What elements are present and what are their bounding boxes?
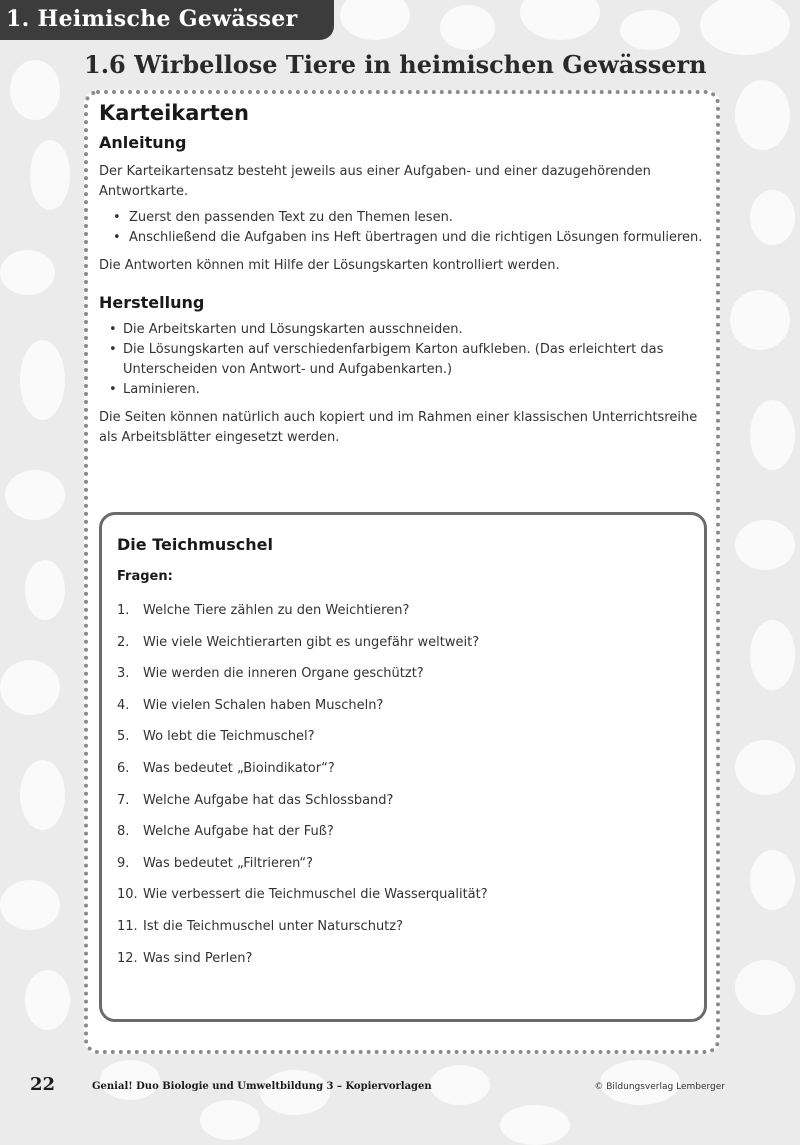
question-text: Was bedeutet „Bioindikator“?	[143, 760, 335, 776]
question-number: 3.	[117, 666, 130, 682]
copyright: © Bildungsverlag Lemberger	[594, 1082, 725, 1092]
question-item	[117, 854, 488, 886]
page-title: 1.6 Wirbellose Tiere in heimischen Gewässern	[84, 50, 707, 79]
question-item	[117, 822, 488, 854]
question-number: 8.	[117, 824, 130, 840]
question-text: Was sind Perlen?	[143, 950, 253, 966]
question-text: Wie werden die inneren Organe geschützt?	[143, 666, 424, 682]
question-number: 4.	[117, 697, 130, 713]
instructions-section	[99, 98, 711, 448]
question-number: 2.	[117, 634, 130, 650]
list-item: • Zuerst den passenden Text zu den Themen lesen.	[99, 208, 711, 228]
question-text: Wie vielen Schalen haben Muscheln?	[143, 697, 384, 713]
question-number: 11.	[117, 918, 138, 934]
question-item	[117, 791, 488, 823]
series-title: Genial! Duo Biologie und Umweltbildung 3 – Kopiervorlagen	[92, 1081, 432, 1092]
question-item	[117, 696, 488, 728]
list-item: • Die Lösungskarten auf verschiedenfarbigem Karton aufkleben. (Das erleichtert das Unterscheiden von Antwort- und Aufgabenkarten.)	[99, 340, 711, 380]
question-number: 6.	[117, 760, 130, 776]
list-item: • Laminieren.	[99, 380, 711, 400]
anleitung-list	[99, 208, 711, 248]
question-text: Wie verbessert die Teichmuschel die Wasserqualität?	[143, 887, 488, 903]
chapter-tab	[0, 0, 334, 40]
question-text: Welche Tiere zählen zu den Weichtieren?	[143, 603, 410, 618]
anleitung-note: Die Antworten können mit Hilfe der Lösungskarten kontrolliert werden.	[99, 258, 560, 273]
question-list	[117, 601, 488, 980]
question-card	[99, 512, 707, 1022]
question-number: 9.	[117, 855, 130, 871]
section-heading: Karteikarten	[99, 101, 250, 125]
question-item	[117, 664, 488, 696]
page-number: 22	[30, 1074, 56, 1095]
question-item	[117, 727, 488, 759]
question-item	[117, 759, 488, 791]
card-title: Die Teichmuschel	[117, 535, 273, 554]
list-item: • Die Arbeitskarten und Lösungskarten ausschneiden.	[99, 320, 711, 340]
question-text: Ist die Teichmuschel unter Naturschutz?	[143, 918, 404, 934]
question-item	[117, 633, 488, 665]
herstellung-list	[99, 320, 711, 400]
question-text: Wie viele Weichtierarten gibt es ungefähr weltweit?	[143, 634, 480, 650]
question-number: 1.	[117, 603, 130, 618]
question-text: Welche Aufgabe hat der Fuß?	[143, 824, 334, 840]
question-number: 10.	[117, 887, 138, 903]
question-item	[117, 949, 488, 981]
question-item	[117, 601, 488, 633]
anleitung-heading: Anleitung	[99, 133, 187, 152]
card-subtitle: Fragen:	[117, 569, 173, 584]
chapter-title: 1. Heimische Gewässer	[6, 6, 298, 32]
question-number: 7.	[117, 792, 130, 808]
question-item	[117, 917, 488, 949]
anleitung-text: Der Karteikartensatz besteht jeweils aus einer Aufgaben- und einer dazugehörenden Antwortkarte.	[99, 164, 651, 199]
question-text: Wo lebt die Teichmuschel?	[143, 729, 315, 745]
question-text: Welche Aufgabe hat das Schlossband?	[143, 792, 394, 808]
list-item: • Anschließend die Aufgaben ins Heft übertragen und die richtigen Lösungen formulieren.	[99, 228, 711, 248]
question-text: Was bedeutet „Filtrieren“?	[143, 855, 314, 871]
herstellung-note: Die Seiten können natürlich auch kopiert und im Rahmen einer klassischen Unterrichtsreihe als Arbeitsblätter eingesetzt werden.	[99, 410, 698, 445]
herstellung-heading: Herstellung	[99, 293, 205, 312]
question-number: 12.	[117, 950, 138, 966]
question-item	[117, 885, 488, 917]
question-number: 5.	[117, 729, 130, 745]
